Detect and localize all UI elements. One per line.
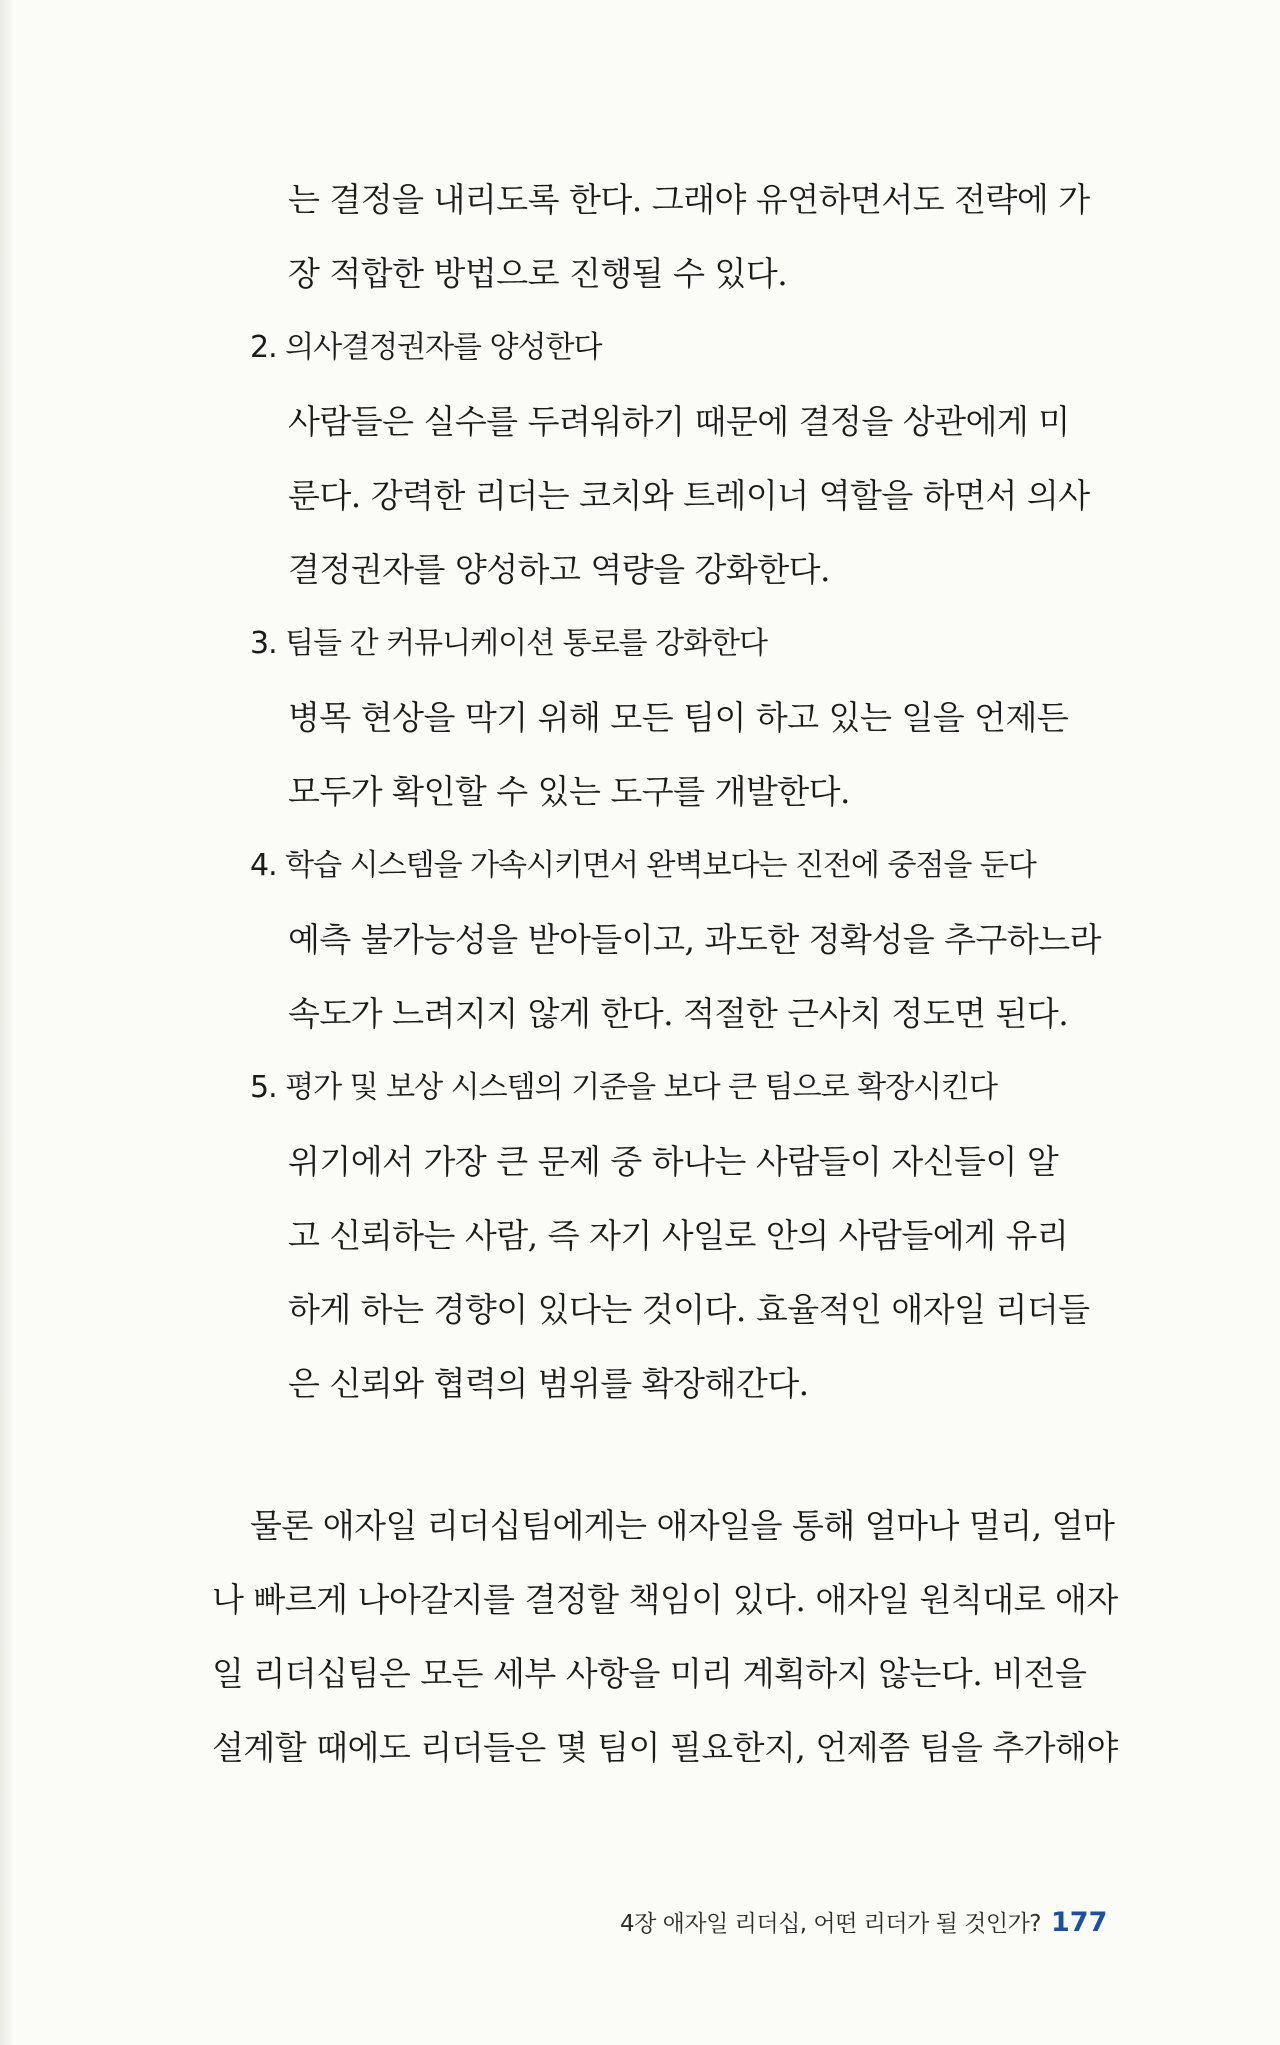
list-heading-2: 2. 의사결정권자를 양성한다 — [250, 330, 602, 365]
paragraph-line: 물론 애자일 리더십팀에게는 애자일을 통해 얼마나 멀리, 얼마 — [250, 1506, 1115, 1545]
list-heading-5: 5. 평가 및 보상 시스템의 기준을 보다 큰 팀으로 확장시킨다 — [250, 1070, 997, 1105]
text-line: 하게 하는 경향이 있다는 것이다. 효율적인 애자일 리더들 — [288, 1290, 1090, 1329]
text-line: 룬다. 강력한 리더는 코치와 트레이너 역할을 하면서 의사 — [288, 476, 1090, 515]
list-heading-3: 3. 팀들 간 커뮤니케이션 통로를 강화한다 — [250, 626, 767, 661]
paragraph-line: 일 리더십팀은 모든 세부 사항을 미리 계획하지 않는다. 비전을 — [212, 1654, 1087, 1693]
text-line: 속도가 느려지지 않게 한다. 적절한 근사치 정도면 된다. — [288, 994, 1069, 1033]
paragraph-line: 설계할 때에도 리더들은 몇 팀이 필요한지, 언제쯤 팀을 추가해야 — [212, 1728, 1118, 1767]
paragraph-line: 나 빠르게 나아갈지를 결정할 책임이 있다. 애자일 원칙대로 애자 — [212, 1580, 1118, 1619]
text-line: 병목 현상을 막기 위해 모든 팀이 하고 있는 일을 언제든 — [288, 698, 1069, 737]
text-line: 는 결정을 내리도록 한다. 그래야 유연하면서도 전략에 가 — [288, 180, 1090, 219]
text-line: 사람들은 실수를 두려워하기 때문에 결정을 상관에게 미 — [288, 402, 1070, 441]
page-footer — [620, 1905, 1107, 1938]
page-edge — [0, 0, 14, 2045]
text-line: 결정권자를 양성하고 역량을 강화한다. — [288, 550, 831, 589]
chapter-title: 4장 애자일 리더십, 어떤 리더가 될 것인가? — [620, 1911, 1042, 1937]
text-line: 예측 불가능성을 받아들이고, 과도한 정확성을 추구하느라 — [288, 920, 1102, 959]
text-line: 위기에서 가장 큰 문제 중 하나는 사람들이 자신들이 알 — [288, 1142, 1059, 1181]
text-line: 모두가 확인할 수 있는 도구를 개발한다. — [288, 772, 850, 811]
list-heading-4: 4. 학습 시스템을 가속시키면서 완벽보다는 진전에 중점을 둔다 — [250, 848, 1036, 883]
text-line: 고 신뢰하는 사람, 즉 자기 사일로 안의 사람들에게 유리 — [288, 1216, 1069, 1255]
page-number: 177 — [1051, 1907, 1108, 1938]
text-line: 장 적합한 방법으로 진행될 수 있다. — [288, 254, 788, 293]
text-line: 은 신뢰와 협력의 범위를 확장해간다. — [288, 1364, 809, 1403]
